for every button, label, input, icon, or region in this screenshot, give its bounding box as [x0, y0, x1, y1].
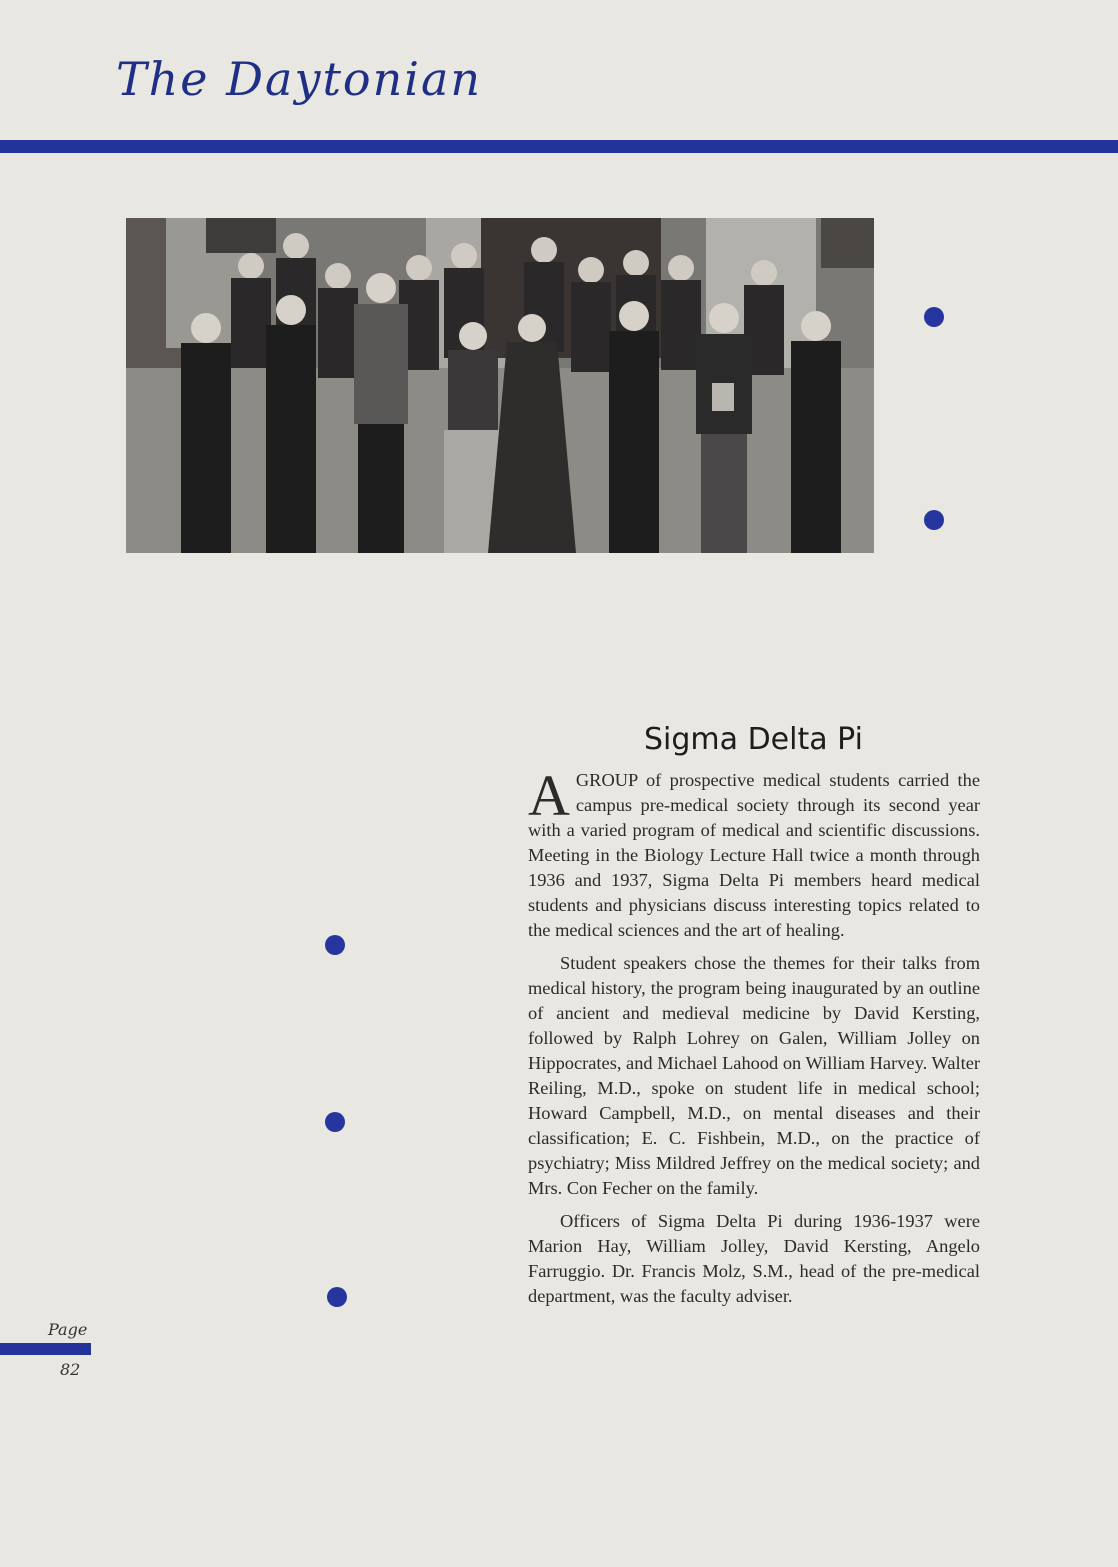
decorative-dot-1 [924, 307, 944, 327]
paragraph-1-text: GROUP of prospective medical students carried the campus pre-medical society through its second year with a varied program of medical and scientific discussions. Meeting in the Biology Lecture Hall twice a month through 1936 and 1937, Sigma Delta Pi members heard medical students and physicians discuss interesting topics related to the medical sciences and the art of healing. [528, 770, 980, 940]
header-rule [0, 140, 1118, 153]
decorative-dot-4 [325, 1112, 345, 1132]
page-label: Page [48, 1320, 88, 1339]
decorative-dot-2 [924, 510, 944, 530]
page-number: 82 [60, 1360, 81, 1379]
section-title: Sigma Delta Pi [644, 722, 863, 757]
group-photo [126, 218, 874, 553]
article-body [528, 763, 980, 1317]
page-rule [0, 1343, 91, 1355]
decorative-dot-5 [327, 1287, 347, 1307]
paragraph-2: Student speakers chose the themes for their talks from medical history, the program being inaugurated by an outline of ancient and medieval medicine by David Kersting, followed by Ralph Lohrey on Galen, William Jolley on Hippocrates, and Michael Lahood on William Harvey. Walter Reiling, M.D., spoke on student life in medical school; Howard Campbell, M.D., on mental diseases and their classification; E. C. Fishbein, M.D., on the practice of psychiatry; Miss Mildred Jeffrey on the medical society; and Mrs. Con Fecher on the family. [528, 953, 980, 1198]
paragraph-1 [528, 763, 980, 943]
paragraph-3: Officers of Sigma Delta Pi during 1936-1937 were Marion Hay, William Jolley, David Kersting, Angelo Farruggio. Dr. Francis Molz, S.M., head of the pre-medical department, was the faculty adviser. [528, 1211, 980, 1306]
page-header-title: The Daytonian [116, 52, 483, 106]
decorative-dot-3 [325, 935, 345, 955]
drop-cap: A [528, 763, 570, 828]
